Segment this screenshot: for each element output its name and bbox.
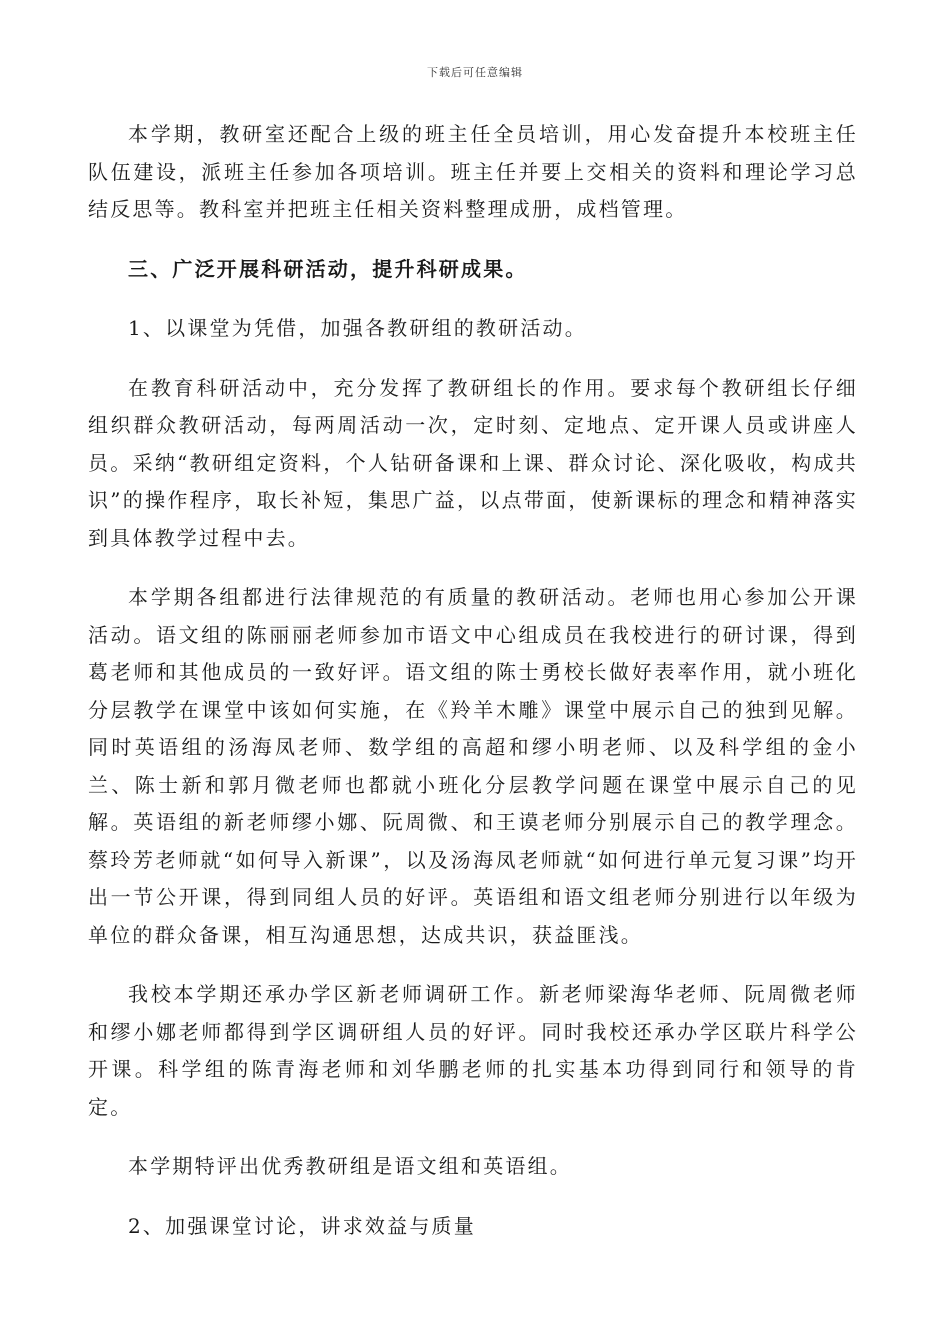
page-header-note: 下载后可任意编辑 (427, 66, 523, 79)
subheading-2: 2、加强课堂讨论，讲求效益与质量 (128, 1213, 476, 1238)
paragraph-group-activities: 本学期各组都进行法律规范的有质量的教研活动。老师也用心参加公开课活动。语文组的陈丽丽老师参加市语文中心组成员在我校进行的研讨课，得到葛老师和其他成员的一致好评。语文组的陈士勇校长做好表率作用，就小班化分层教学在课堂中该如何实施，在《羚羊木雕》课堂中展示自己的独到见解。同时英语组的汤海凤老师、数学组的高超和缪小明老师、以及科学组的金小兰、陈士新和郭月微老师也都就小班化分层教学问题在课堂中展示自己的见解。英语组的新老师缪小娜、阮周微、和王谟老师分别展示自己的教学理念。蔡玲芳老师就“如何导入新课”，以及汤海凤老师就“如何进行单元复习课”均开出一节公开课，得到同组人员的好评。英语组和语文组老师分别进行以年级为单位的群众备课，相互沟通思想，达成共识，获益匪浅。 (88, 585, 858, 947)
paragraph-district-research: 我校本学期还承办学区新老师调研工作。新老师梁海华老师、阮周微老师和缪小娜老师都得到学区调研组人员的好评。同时我校还承办学区联片科学公开课。科学组的陈青海老师和刘华鹏老师的扎实基本功得到同行和领导的肯定。 (88, 982, 858, 1119)
paragraph-class-teacher-training: 本学期，教研室还配合上级的班主任全员培训，用心发奋提升本校班主任队伍建设，派班主任参加各项培训。班主任并要上交相关的资料和理论学习总结反思等。教科室并把班主任相关资料整理成册，成档管理。 (88, 122, 858, 221)
paragraph-excellent-groups: 本学期特评出优秀教研组是语文组和英语组。 (128, 1154, 572, 1178)
paragraph-research-activities: 在教育科研活动中，充分发挥了教研组长的作用。要求每个教研组长仔细组织群众教研活动，每两周活动一次，定时刻、定地点、定开课人员或讲座人员。采纳“教研组定资料，个人钻研备课和上课、群众讨论、深化吸收，构成共识”的操作程序，取长补短，集思广益，以点带面，使新课标的理念和精神落实到具体教学过程中去。 (88, 375, 858, 550)
document-body (88, 116, 858, 1267)
subheading-1: 1、以课堂为凭借，加强各教研组的教研活动。 (128, 316, 587, 340)
section-heading-research: 三、广泛开展科研活动，提升科研成果。 (128, 256, 528, 281)
